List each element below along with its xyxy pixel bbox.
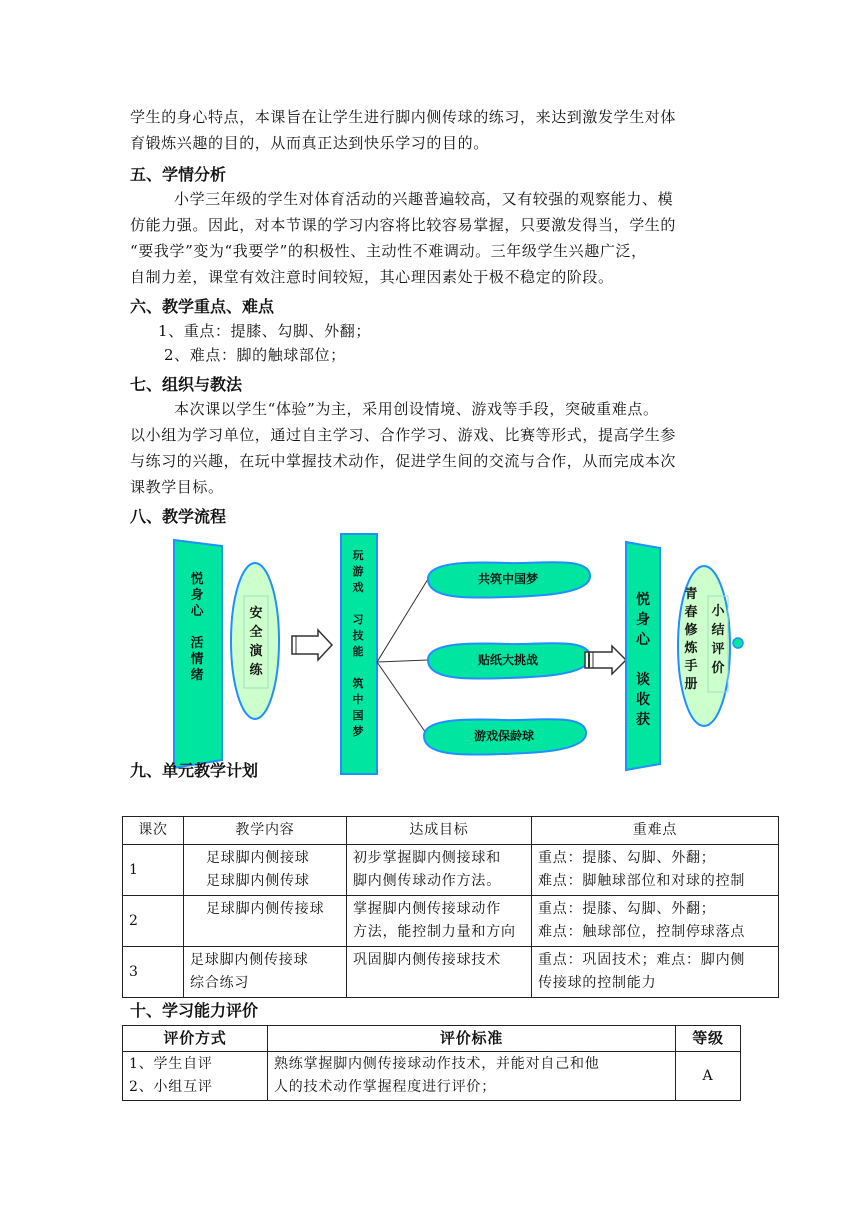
section-5-title: 五、学情分析 — [130, 165, 227, 184]
flow-box-end-label: 悦 身 心 谈 收 获 — [636, 592, 650, 728]
sec7-line-3: 与练习的兴趣，在玩中掌握技术动作，促进学生间的交流与合作，从而完成本次 — [130, 452, 677, 470]
flow-end-dot — [733, 638, 743, 648]
section-8-title: 八、教学流程 — [130, 507, 227, 526]
sec7-line-4: 课教学目标。 — [130, 478, 224, 496]
evaluation-table — [122, 1025, 741, 1101]
flow-box-start-label: 悦 身 心 活 情 绪 — [190, 572, 204, 683]
cell-key-points: 重点：提膝、勾脚、外翻； 难点：触球部位，控制停球落点 — [532, 896, 779, 947]
header-method: 评价方式 — [123, 1026, 268, 1052]
section-7-title: 七、组织与教法 — [130, 375, 243, 394]
table-header-row — [123, 817, 779, 845]
cell-grade: A — [676, 1052, 741, 1101]
table-row — [123, 845, 779, 896]
table-row — [123, 1052, 741, 1101]
flow-oval-safety-label: 安 全 演 练 — [249, 606, 263, 678]
cell-key-points: 重点：提膝、勾脚、外翻； 难点：脚触球部位和对球的控制 — [532, 845, 779, 896]
section-6-title: 六、教学重点、难点 — [130, 297, 275, 316]
intro-line-1: 学生的身心特点，本课旨在让学生进行脚内侧传球的练习，来达到激发学生对体 — [130, 108, 677, 126]
cell-content: 足球脚内侧接球 足球脚内侧传球 — [184, 845, 347, 896]
flow-pill-3-label: 游戏保龄球 — [473, 729, 534, 743]
header-grade: 等级 — [676, 1026, 741, 1052]
eval-header-row — [123, 1026, 741, 1052]
flow-arrow-1 — [292, 630, 332, 660]
flow-oval-summary-label-a: 青 春 修 炼 手 册 — [684, 587, 698, 692]
sec5-line-2: 仿能力强。因此，对本节课的学习内容将比较容易掌握，只要激发得当，学生的 — [130, 216, 677, 234]
cell-goal: 初步掌握脚内侧接球和 脚内侧传球动作方法。 — [347, 845, 532, 896]
header-standard: 评价标准 — [268, 1026, 676, 1052]
sec5-line-1: 小学三年级的学生对体育活动的兴趣普遍较高，又有较强的观察能力、模 — [174, 190, 674, 208]
cell-lesson: 3 — [123, 947, 184, 998]
header-content: 教学内容 — [184, 817, 347, 845]
cell-method: 1、学生自评 2、小组互评 — [123, 1052, 268, 1101]
flow-pill-1-label: 共筑中国梦 — [477, 572, 538, 586]
sec7-line-2: 以小组为学习单位，通过自主学习、合作学习、游戏、比赛等形式，提高学生参 — [130, 426, 677, 444]
flow-arrow-2 — [585, 646, 626, 674]
section-9-title: 九、单元教学计划 — [130, 761, 259, 780]
header-key-points: 重难点 — [532, 817, 779, 845]
flow-box-play-label: 玩 游 戏 习 技 能 筑 中 国 梦 — [352, 549, 364, 738]
header-goal: 达成目标 — [347, 817, 532, 845]
flow-oval-summary-label-b: 小 结 评 价 — [711, 604, 725, 676]
sec6-item-2: 2、难点：脚的触球部位； — [164, 346, 346, 364]
sec5-line-4: 自制力差，课堂有效注意时间较短，其心理因素处于极不稳定的阶段。 — [130, 268, 614, 286]
cell-goal: 掌握脚内侧传接球动作 方法，能控制力量和方向 — [347, 896, 532, 947]
header-lesson: 课次 — [123, 817, 184, 845]
cell-content: 足球脚内侧传接球 综合练习 — [184, 947, 347, 998]
intro-line-2: 育锻炼兴趣的目的，从而真正达到快乐学习的目的。 — [130, 134, 489, 152]
flow-pill-2-label: 贴纸大挑战 — [477, 653, 538, 667]
cell-lesson: 1 — [123, 845, 184, 896]
cell-goal: 巩固脚内侧传接球技术 — [347, 947, 532, 998]
unit-plan-table — [122, 816, 779, 998]
section-10-title: 十、学习能力评价 — [130, 1001, 259, 1020]
table-row — [123, 896, 779, 947]
sec6-item-1: 1、重点：提膝、勾脚、外翻； — [158, 322, 371, 340]
sec7-line-1: 本次课以学生“体验”为主，采用创设情境、游戏等手段，突破重难点。 — [174, 400, 659, 418]
cell-key-points: 重点：巩固技术；难点：脚内侧 传接球的控制能力 — [532, 947, 779, 998]
table-row — [123, 947, 779, 998]
sec5-line-3: “要我学”变为“我要学”的积极性、主动性不难调动。三年级学生兴趣广泛， — [130, 242, 647, 260]
cell-lesson: 2 — [123, 896, 184, 947]
cell-content: 足球脚内侧传接球 — [184, 896, 347, 947]
cell-standard: 熟练掌握脚内侧传接球动作技术，并能对自己和他 人的技术动作掌握程度进行评价； — [268, 1052, 676, 1101]
